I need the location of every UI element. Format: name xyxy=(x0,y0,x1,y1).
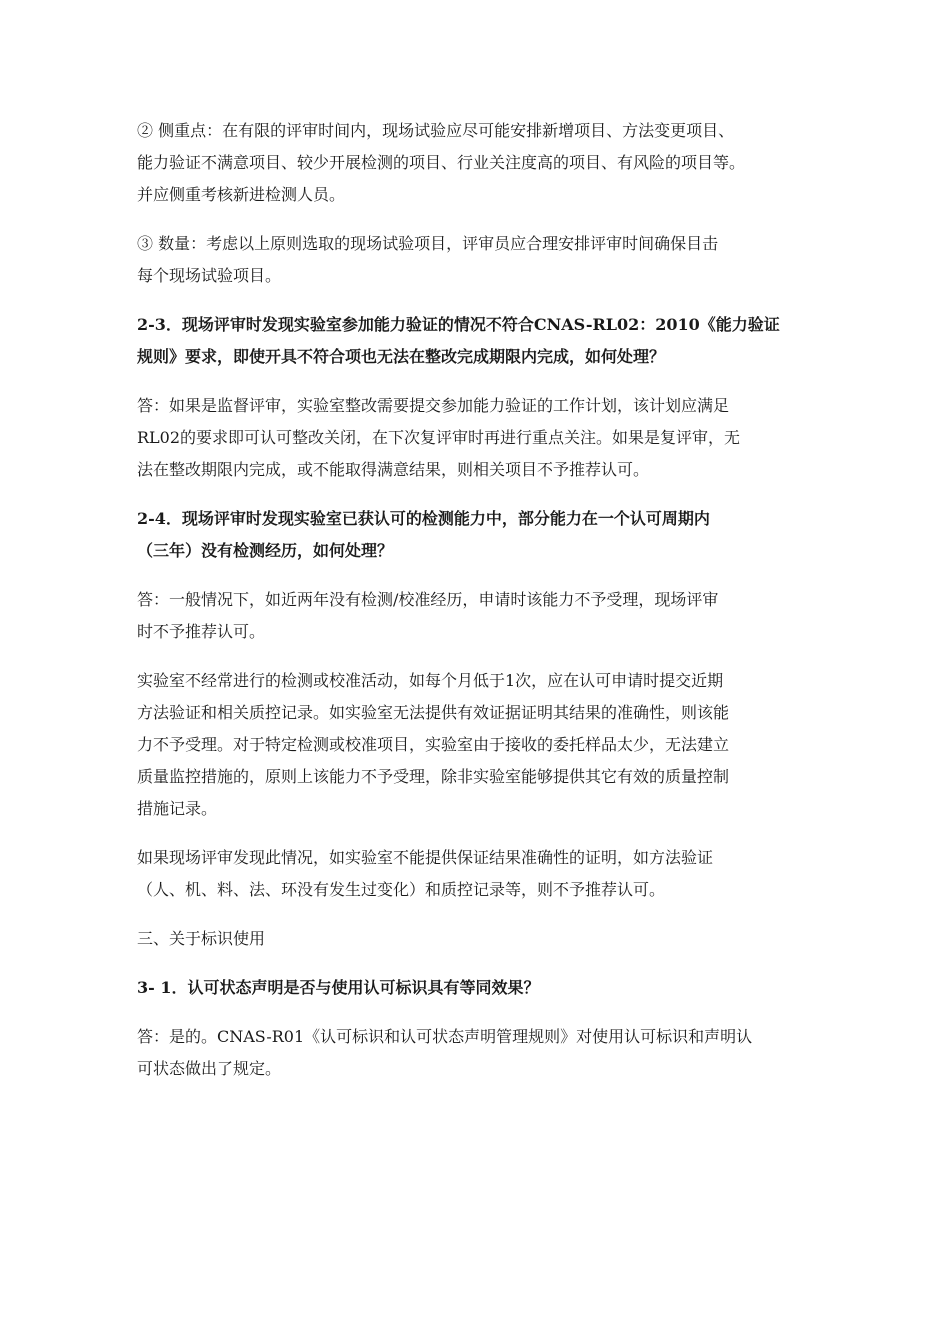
text-line: 2-4．现场评审时发现实验室已获认可的检测能力中，部分能力在一个认可周期内 xyxy=(137,509,710,528)
text-line: 答：如果是监督评审，实验室整改需要提交参加能力验证的工作计划，该计划应满足 xyxy=(137,396,730,415)
paragraph-infrequent-activities xyxy=(137,665,837,825)
answer-3-1 xyxy=(137,1021,837,1085)
text-line: （三年）没有检测经历，如何处理？ xyxy=(137,541,394,560)
text-line: （人、机、料、法、环没有发生过变化）和质控记录等，则不予推荐认可。 xyxy=(137,880,666,899)
text-line: 能力验证不满意项目、较少开展检测的项目、行业关注度高的项目、有风险的项目等。 xyxy=(137,153,746,172)
text-line: 方法验证和相关质控记录。如实验室无法提供有效证据证明其结果的准确性，则该能 xyxy=(137,703,730,722)
question-2-4 xyxy=(137,503,837,567)
text-line: 质量监控措施的，原则上该能力不予受理，除非实验室能够提供其它有效的质量控制 xyxy=(137,767,730,786)
text-line: 实验室不经常进行的检测或校准活动，如每个月低于1次，应在认可申请时提交近期 xyxy=(137,671,724,690)
document-page xyxy=(137,115,837,1102)
text-line: 措施记录。 xyxy=(137,799,218,818)
answer-2-3 xyxy=(137,390,837,486)
text-line: 并应侧重考核新进检测人员。 xyxy=(137,185,346,204)
text-line: 答：一般情况下，如近两年没有检测/校准经历，申请时该能力不予受理，现场评审 xyxy=(137,590,719,609)
text-line: RL02的要求即可认可整改关闭，在下次复评审时再进行重点关注。如果是复评审，无 xyxy=(137,428,741,447)
text-line: 规则》要求，即使开具不符合项也无法在整改完成期限内完成，如何处理？ xyxy=(137,347,666,366)
text-line: 每个现场试验项目。 xyxy=(137,266,282,285)
paragraph-focus-priorities xyxy=(137,115,837,211)
text-line: 力不予受理。对于特定检测或校准项目，实验室由于接收的委托样品太少，无法建立 xyxy=(137,735,730,754)
question-3-1 xyxy=(137,972,837,1004)
text-line: ② 侧重点：在有限的评审时间内，现场试验应尽可能安排新增项目、方法变更项目、 xyxy=(137,121,735,140)
text-line: 时不予推荐认可。 xyxy=(137,622,266,641)
text-line: 2-3．现场评审时发现实验室参加能力验证的情况不符合CNAS-RL02：2010《能力验证 xyxy=(137,315,780,334)
paragraph-quantity xyxy=(137,228,837,292)
question-2-3 xyxy=(137,309,837,373)
text-line: ③ 数量：考虑以上原则选取的现场试验项目，评审员应合理安排评审时间确保目击 xyxy=(137,234,719,253)
text-line: 三、关于标识使用 xyxy=(137,929,266,948)
paragraph-onsite-finding xyxy=(137,842,837,906)
text-line: 3- 1．认可状态声明是否与使用认可标识具有等同效果？ xyxy=(137,978,540,997)
answer-2-4 xyxy=(137,584,837,648)
text-line: 如果现场评审发现此情况，如实验室不能提供保证结果准确性的证明，如方法验证 xyxy=(137,848,714,867)
text-line: 可状态做出了规定。 xyxy=(137,1059,282,1078)
text-line: 法在整改期限内完成，或不能取得满意结果，则相关项目不予推荐认可。 xyxy=(137,460,650,479)
section-heading-mark-usage xyxy=(137,923,837,955)
text-line: 答：是的。CNAS-R01《认可标识和认可状态声明管理规则》对使用认可标识和声明认 xyxy=(137,1027,753,1046)
